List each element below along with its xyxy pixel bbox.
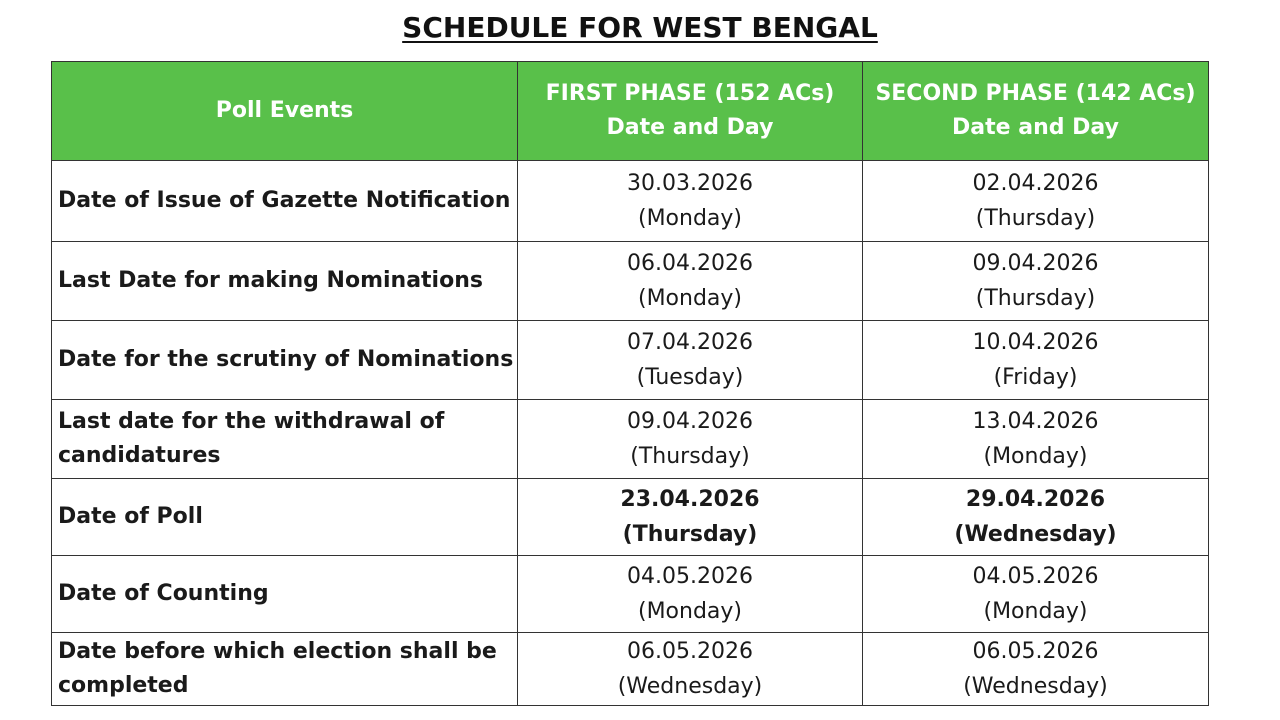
first-phase-cell xyxy=(518,556,863,633)
day-text: (Thursday) xyxy=(630,444,750,469)
table-row xyxy=(52,633,1209,706)
day-text: (Thursday) xyxy=(622,522,758,547)
date-text: 04.05.2026 xyxy=(972,564,1099,589)
day-text: (Monday) xyxy=(983,599,1088,624)
header-second-phase: SECOND PHASE (142 ACs) Date and Day xyxy=(863,62,1209,161)
page-title: SCHEDULE FOR WEST BENGAL xyxy=(402,11,878,44)
first-phase-cell xyxy=(518,633,863,706)
event-cell: Date of Poll xyxy=(52,479,518,556)
event-cell: Date for the scrutiny of Nominations xyxy=(52,321,518,400)
second-phase-cell xyxy=(863,556,1209,633)
second-phase-cell xyxy=(863,479,1209,556)
day-text: (Friday) xyxy=(993,365,1078,390)
date-text: 06.05.2026 xyxy=(627,639,753,664)
day-text: (Monday) xyxy=(637,206,743,231)
table-row xyxy=(52,321,1209,400)
date-text: 06.04.2026 xyxy=(627,251,753,276)
second-phase-cell xyxy=(863,321,1209,400)
table-row xyxy=(52,479,1209,556)
schedule-table xyxy=(51,61,1209,706)
date-text: 30.03.2026 xyxy=(627,171,753,196)
first-phase-cell xyxy=(518,321,863,400)
day-text: (Monday) xyxy=(637,286,743,311)
table-row xyxy=(52,400,1209,479)
header-row xyxy=(52,62,1209,161)
date-text: 29.04.2026 xyxy=(965,487,1106,512)
date-text: 02.04.2026 xyxy=(972,171,1099,196)
second-phase-cell xyxy=(863,242,1209,321)
day-text: (Wednesday) xyxy=(954,522,1117,547)
first-phase-cell xyxy=(518,161,863,242)
first-phase-cell xyxy=(518,400,863,479)
header-first-phase: FIRST PHASE (152 ACs) Date and Day xyxy=(518,62,863,161)
day-text: (Monday) xyxy=(983,444,1088,469)
date-text: 10.04.2026 xyxy=(972,330,1099,355)
event-cell: Date of Counting xyxy=(52,556,518,633)
table-row xyxy=(52,242,1209,321)
table-row xyxy=(52,556,1209,633)
second-phase-cell xyxy=(863,161,1209,242)
header-poll-events: Poll Events xyxy=(52,62,518,161)
day-text: (Monday) xyxy=(637,599,743,624)
table-row xyxy=(52,161,1209,242)
second-phase-cell xyxy=(863,633,1209,706)
day-text: (Wednesday) xyxy=(963,674,1108,699)
date-text: 04.05.2026 xyxy=(627,564,753,589)
event-cell: Last date for the withdrawal of candidatures xyxy=(52,400,518,479)
second-phase-cell xyxy=(863,400,1209,479)
date-text: 07.04.2026 xyxy=(627,330,753,355)
day-text: (Tuesday) xyxy=(636,365,744,390)
date-text: 09.04.2026 xyxy=(627,409,753,434)
event-cell: Date before which election shall be completed xyxy=(52,633,518,706)
day-text: (Thursday) xyxy=(975,286,1096,311)
event-cell: Last Date for making Nominations xyxy=(52,242,518,321)
date-text: 13.04.2026 xyxy=(972,409,1099,434)
date-text: 09.04.2026 xyxy=(972,251,1099,276)
date-text: 23.04.2026 xyxy=(620,487,760,512)
day-text: (Wednesday) xyxy=(617,674,763,699)
day-text: (Thursday) xyxy=(975,206,1096,231)
event-cell: Date of Issue of Gazette Notification xyxy=(52,161,518,242)
date-text: 06.05.2026 xyxy=(972,639,1099,664)
first-phase-cell xyxy=(518,479,863,556)
first-phase-cell xyxy=(518,242,863,321)
